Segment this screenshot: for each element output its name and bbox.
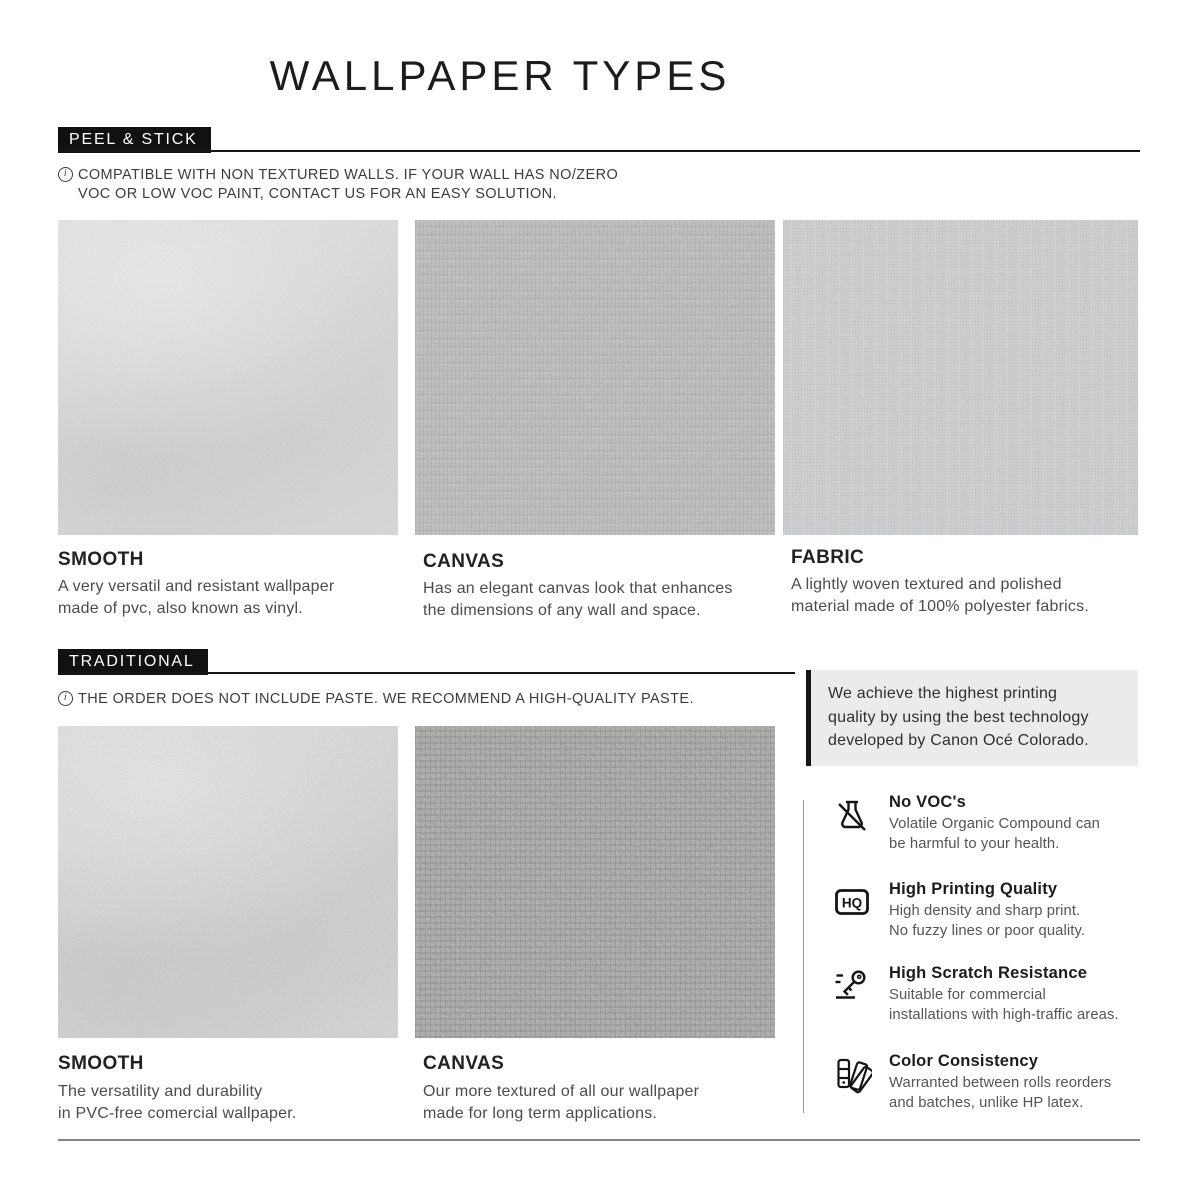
swatch-desc-canvas-traditional: Our more textured of all our wallpaper made for long term applications.	[423, 1083, 700, 1122]
swatch-title-smooth-peel: SMOOTH	[58, 549, 144, 570]
traditional-note-text: THE ORDER DOES NOT INCLUDE PASTE. WE RECOMMEND A HIGH-QUALITY PASTE.	[78, 691, 694, 707]
traditional-smooth-swatch-image	[58, 726, 398, 1038]
printing-quality-quote: We achieve the highest printing quality by using the best technology developed by Canon Océ Colorado.	[811, 670, 1138, 766]
info-icon: i	[58, 167, 73, 182]
swatch-title-canvas-peel: CANVAS	[423, 551, 505, 572]
features-divider-line	[803, 800, 804, 1113]
feature-desc: Warranted between rolls reorders and batches, unlike HP latex.	[889, 1075, 1112, 1111]
feature-title: High Printing Quality	[889, 880, 1058, 898]
peel-smooth-swatch-image	[58, 220, 398, 535]
feature-desc: Suitable for commercial installations with high-traffic areas.	[889, 987, 1119, 1023]
section-badge-peel-stick: PEEL & STICK	[58, 127, 211, 153]
swatch-title-fabric-peel: FABRIC	[791, 547, 865, 568]
traditional-rule	[58, 672, 795, 674]
traditional-note	[58, 690, 694, 709]
peel-stick-rule	[58, 150, 1140, 152]
paper-grain-texture	[58, 220, 398, 535]
no-voc-flask-icon	[832, 795, 872, 835]
feature-desc: High density and sharp print. No fuzzy lines or poor quality.	[889, 903, 1086, 939]
peel-stick-note	[58, 166, 618, 204]
feature-high-scratch-resistance	[832, 964, 1144, 1025]
peel-canvas-swatch-image	[415, 220, 775, 535]
svg-text:HQ: HQ	[841, 895, 863, 911]
feature-title: Color Consistency	[889, 1052, 1039, 1070]
swatch-desc-smooth-traditional: The versatility and durability in PVC-free comercial wallpaper.	[58, 1083, 297, 1122]
section-badge-traditional: TRADITIONAL	[58, 649, 208, 675]
page-title: WALLPAPER TYPES	[269, 52, 731, 99]
swatch-title-smooth-traditional: SMOOTH	[58, 1053, 144, 1074]
burlap-grain-texture	[415, 726, 775, 1038]
swatch-desc-fabric-peel: A lightly woven textured and polished material made of 100% polyester fabrics.	[791, 576, 1089, 615]
info-icon: i	[58, 691, 73, 706]
fabric-grain-texture	[783, 220, 1138, 535]
swatch-desc-canvas-peel: Has an elegant canvas look that enhances the dimensions of any wall and space.	[423, 580, 733, 619]
swatch-title-canvas-traditional: CANVAS	[423, 1053, 505, 1074]
peel-fabric-swatch-image	[783, 220, 1138, 535]
peel-stick-note-text: COMPATIBLE WITH NON TEXTURED WALLS. IF YOUR WALL HAS NO/ZERO VOC OR LOW VOC PAINT, CONTACT US FOR AN EASY SOLUTION.	[78, 167, 619, 202]
feature-color-consistency	[832, 1052, 1144, 1113]
traditional-canvas-swatch-image	[415, 726, 775, 1038]
feature-desc: Volatile Organic Compound can be harmful to your health.	[889, 816, 1101, 852]
paper-grain-texture	[58, 726, 398, 1038]
hq-badge-icon	[832, 882, 872, 922]
color-swatches-icon	[832, 1054, 872, 1094]
scratch-key-icon	[832, 966, 872, 1006]
bottom-rule	[58, 1139, 1140, 1141]
feature-title: High Scratch Resistance	[889, 964, 1088, 982]
swatch-desc-smooth-peel: A very versatil and resistant wallpaper made of pvc, also known as vinyl.	[58, 578, 335, 617]
canvas-grain-texture	[415, 220, 775, 535]
feature-high-printing-quality	[832, 880, 1144, 941]
feature-no-voc	[832, 793, 1144, 854]
feature-title: No VOC's	[889, 793, 967, 811]
